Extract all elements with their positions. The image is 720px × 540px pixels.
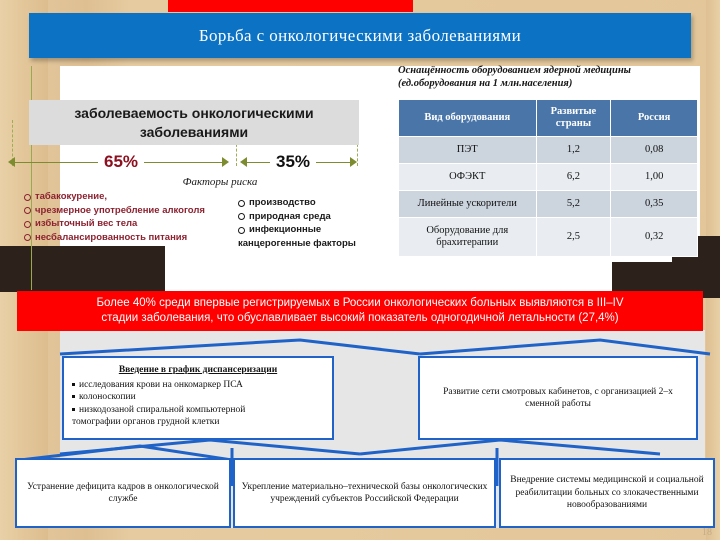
late-stage-statistic-banner [17, 291, 703, 331]
circle-bullet-icon [238, 200, 245, 207]
circle-bullet-icon [238, 213, 245, 220]
rehabilitation-label: Внедрение системы медицинской и социальной реабилитации больных со злокачественными новообразованиями [510, 475, 704, 511]
table-row [399, 164, 698, 191]
risk-factors-label: Факторы риска [182, 176, 258, 188]
arrow-head-right-end [350, 157, 357, 167]
incidence-heading-box [29, 100, 359, 145]
list-item-continuation: канцерогенные факторы [238, 237, 356, 249]
list-item-label: производство [249, 197, 316, 208]
square-bullet-icon [72, 408, 75, 411]
list-item [238, 223, 388, 237]
list-item [72, 404, 324, 417]
list-item [24, 231, 239, 245]
page-number: 18 [702, 527, 712, 538]
right-risk-factor-list [238, 196, 388, 250]
cell-russia-value: 0,08 [611, 137, 698, 164]
cell-equipment-name: Линейные ускорители [399, 191, 537, 218]
cell-equipment-name: ПЭТ [399, 137, 537, 164]
equipment-table [398, 99, 698, 257]
cell-developed-value: 5,2 [536, 191, 611, 218]
cell-developed-value: 1,2 [536, 137, 611, 164]
circle-bullet-icon [24, 221, 31, 228]
left-risk-factor-list [24, 190, 239, 244]
list-item [72, 391, 324, 404]
arrow-head-right-start [240, 157, 247, 167]
table-row [399, 218, 698, 257]
list-item [238, 196, 388, 210]
list-item [24, 204, 239, 218]
column-header-developed: Развитые страны [536, 100, 611, 137]
square-bullet-icon [72, 383, 75, 386]
table-header-row [399, 100, 698, 137]
screening-box-title: Введение в график диспансеризации [118, 365, 278, 375]
circle-bullet-icon [24, 207, 31, 214]
facilities-label: Укрепление материально–технической базы онкологических учреждений субъектов Российской Федерации [241, 481, 488, 504]
page-title: Борьба с онкологическими заболеваниями [198, 25, 522, 45]
arrow-head-left-end [222, 157, 229, 167]
percent-split-arrows [0, 150, 400, 176]
circle-bullet-icon [24, 194, 31, 201]
column-header-russia: Россия [611, 100, 698, 137]
column-header-equipment: Вид оборудования [399, 100, 537, 137]
percent-right: 35% [270, 149, 316, 175]
banner-line-1: Более 40% среди впервые регистрируемых в России онкологических больных выявляются в III–IV [96, 297, 624, 309]
screening-rooms-label: Развитие сети смотровых кабинетов, с организацией 2–х сменной работы [443, 386, 673, 409]
cell-equipment-name: ОФЭКТ [399, 164, 537, 191]
slide-title-bar [29, 13, 691, 58]
incidence-heading-line-2: заболеваниями [139, 123, 249, 140]
arrow-head-left-start [8, 157, 15, 167]
table-row [399, 191, 698, 218]
circle-bullet-icon [238, 227, 245, 234]
staffing-label: Устранение дефицита кадров в онкологической службе [27, 481, 219, 504]
incidence-heading-line-1: заболеваемость онкологическими [74, 104, 314, 121]
facilities-measure-box [233, 458, 496, 528]
cell-developed-value: 2,5 [536, 218, 611, 257]
list-item [24, 217, 239, 231]
list-item-label: избыточный вес тела [35, 218, 138, 229]
list-item-label: природная среда [249, 210, 331, 222]
cell-equipment-name: Оборудование для брахитерапии [399, 218, 537, 257]
circle-bullet-icon [24, 234, 31, 241]
screening-rooms-measure-box [418, 356, 698, 440]
list-item-label: табакокурение, [35, 191, 108, 202]
banner-line-2: стадии заболевания, что обуславливает высокий показатель одногодичной летальности (27,4%) [101, 312, 619, 324]
equipment-caption-line-2: (ед.оборудования на 1 млн.населения) [398, 78, 573, 89]
percent-left: 65% [98, 149, 144, 175]
list-item-label: несбалансированность питания [35, 231, 188, 243]
cell-russia-value: 0,35 [611, 191, 698, 218]
list-item-continuation: томографии органов грудной клетки [72, 417, 220, 427]
screening-item-list [72, 379, 324, 429]
cell-developed-value: 6,2 [536, 164, 611, 191]
cell-russia-value: 0,32 [611, 218, 698, 257]
top-red-tab [168, 0, 413, 12]
list-item-label: колоноскопии [79, 392, 136, 402]
equipment-caption-line-1: Оснащённость оборудованием ядерной медицины [398, 65, 631, 76]
table-row [399, 137, 698, 164]
list-item-label: чрезмерное употребление алкоголя [35, 204, 205, 216]
equipment-table-caption [398, 64, 708, 90]
list-item [72, 379, 324, 392]
staffing-measure-box [15, 458, 231, 528]
cell-russia-value: 1,00 [611, 164, 698, 191]
rehabilitation-measure-box [499, 458, 715, 528]
decorative-dark-block-left [0, 246, 165, 292]
list-item [24, 190, 239, 204]
square-bullet-icon [72, 395, 75, 398]
list-item-label: низкодозаной спиральной компьютерной [79, 404, 246, 415]
screening-measure-box [62, 356, 334, 440]
list-item-label: инфекционные [249, 224, 322, 235]
list-item-label: исследования крови на онкомаркер ПСА [79, 379, 243, 390]
list-item [238, 210, 388, 224]
